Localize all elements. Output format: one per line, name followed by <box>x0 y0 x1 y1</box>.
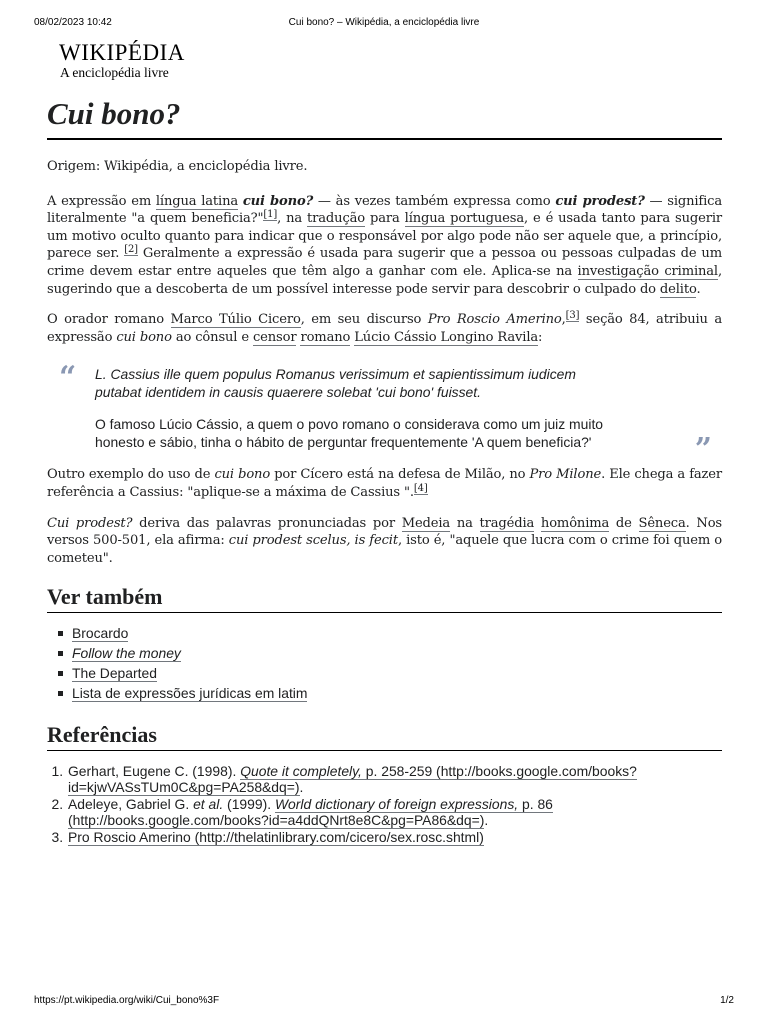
link-lista-expressoes[interactable]: Lista de expressões jurídicas em latim <box>72 685 308 702</box>
reference-link-2[interactable]: World dictionary of foreign expressions, p. 86 (http://books.google.com/books?id=a4ddQNrt8e8C&pg=PA86&dq=) <box>68 796 553 829</box>
link-romano[interactable]: romano <box>300 329 351 345</box>
reference-item: 1. Gerhart, Eugene C. (1998). Quote it completely, p. 258-259 (http://books.google.com/books?id=kjwVASsTUm0C&pg=PA258&dq=). <box>67 763 722 795</box>
link-tragedia[interactable]: tragédia <box>479 515 535 531</box>
reference-item <box>67 829 722 845</box>
print-url: https://pt.wikipedia.org/wiki/Cui_bono%3F <box>34 995 220 1006</box>
list-item <box>58 623 722 643</box>
print-page-number: 1/2 <box>720 995 734 1006</box>
link-investigacao-criminal[interactable]: investigação criminal <box>577 263 718 279</box>
origin-note: Origem: Wikipédia, a enciclopédia livre. <box>47 159 308 174</box>
logo-tagline: A enciclopédia livre <box>60 65 169 80</box>
term-cui-bono: cui bono? <box>242 193 314 209</box>
reference-link-3[interactable]: Pro Roscio Amerino (http://thelatinlibrary.com/cicero/sex.rosc.shtml) <box>68 829 484 846</box>
logo-wordmark: WIKIPÉDIA <box>59 40 185 65</box>
link-medeia[interactable]: Medeia <box>401 515 451 531</box>
heading-ver-tambem: Ver também <box>47 584 722 613</box>
term-cui-prodest: cui prodest? <box>555 193 645 209</box>
link-the-departed[interactable]: The Departed <box>72 665 157 682</box>
list-item <box>58 663 722 683</box>
prodest-paragraph: Cui prodest? deriva das palavras pronunciadas por Medeia na tragédia homônima de Sêneca. Nos versos 500-501, ela afirma: cui prodest scelus, is fecit, isto é, "aquele que lucra com o crime foi quem o cometeu". <box>47 515 723 566</box>
cicero-paragraph: O orador romano Marco Túlio Cicero, em seu discurso Pro Roscio Amerino,[3] seção 84, atribuiu a expressão cui bono ao cônsul e censor romano Lúcio Cássio Longino Ravila: <box>47 309 722 345</box>
ref-link-1[interactable]: [1] <box>263 208 278 220</box>
link-censor[interactable]: censor <box>252 329 297 345</box>
quote-translation-line: O famoso Lúcio Cássio, a quem o povo romano o considerava como um juiz muito <box>95 416 604 433</box>
see-also-list <box>47 623 722 703</box>
heading-referencias: Referências <box>47 722 722 751</box>
link-lingua-portuguesa[interactable]: língua portuguesa <box>404 211 524 227</box>
link-follow-the-money[interactable]: Follow the money <box>72 645 181 662</box>
link-lucio-cassio[interactable]: Lúcio Cássio Longino Ravila <box>354 329 539 345</box>
print-datetime: 08/02/2023 10:42 <box>34 17 112 28</box>
intro-paragraph: A expressão em língua latina cui bono? — às vezes também expressa como cui prodest? — significa literalmente "a quem beneficia?"[1], na tradução para língua portuguesa, e é usada tanto para sugerir um motivo oculto quanto para indicar que o responsável por algo pode não ser aquele que, a princípio, parece ser. [2] Geralmente a expressão é usada para sugerir que a pessoa ou pessoas culpadas de um crime devem estar entre aqueles que têm algo a ganhar com ele. Aplica-se na investigação criminal, sugerindo que a descoberta de um possível interesse pode servir para descobrir o culpado do delito. <box>47 193 723 297</box>
ref-link-2[interactable]: [2] <box>124 244 138 256</box>
milone-paragraph: Outro exemplo do uso de cui bono por Cícero está na defesa de Milão, no Pro Milone. Ele chega a fazer referência a Cassius: "aplique-se a máxima de Cassius ".[4] <box>47 467 723 500</box>
link-brocardo[interactable]: Brocardo <box>72 625 129 642</box>
reference-link-1[interactable]: Quote it completely, p. 258-259 (http://books.google.com/books?id=kjwVASsTUm0C&pg=PA258&dq=) <box>68 763 637 796</box>
ref-link-4[interactable]: [4] <box>413 482 428 494</box>
page-title: Cui bono? <box>47 96 722 140</box>
reference-item: 2. Adeleye, Gabriel G. et al. (1999). World dictionary of foreign expressions, p. 86 (http://books.google.com/books?id=a4ddQNrt8e8C&pg=PA86&dq=). <box>67 796 722 828</box>
open-quote-icon: “ <box>59 360 77 396</box>
link-delito[interactable]: delito <box>659 281 697 297</box>
quote-latin-line: L. Cassius ille quem populus Romanus verissimum et sapientissimum iudicem <box>95 366 576 383</box>
link-homonima[interactable]: homônima <box>540 515 610 531</box>
quote-translation-line: honesto e sábio, tinha o hábito de perguntar frequentemente 'A quem beneficia?' <box>95 434 592 451</box>
wikipedia-logo[interactable] <box>47 40 722 80</box>
link-marco-tulio-cicero[interactable]: Marco Túlio Cicero <box>170 312 301 328</box>
print-document-title: Cui bono? – Wikipédia, a enciclopédia livre <box>288 17 480 28</box>
link-lingua-latina[interactable]: língua latina <box>155 193 239 209</box>
link-seneca[interactable]: Sêneca <box>638 515 686 531</box>
quote-block <box>47 360 722 468</box>
list-item <box>58 683 722 703</box>
ref-link-3[interactable]: [3] <box>565 309 580 321</box>
article-content <box>47 40 722 846</box>
list-item <box>58 643 722 663</box>
close-quote-icon: ” <box>694 432 712 468</box>
references-list <box>47 763 722 845</box>
link-traducao[interactable]: tradução <box>307 211 366 227</box>
quote-latin-line: putabat identidem in causis quaerere solebat 'cui bono' fuisset. <box>95 384 481 401</box>
